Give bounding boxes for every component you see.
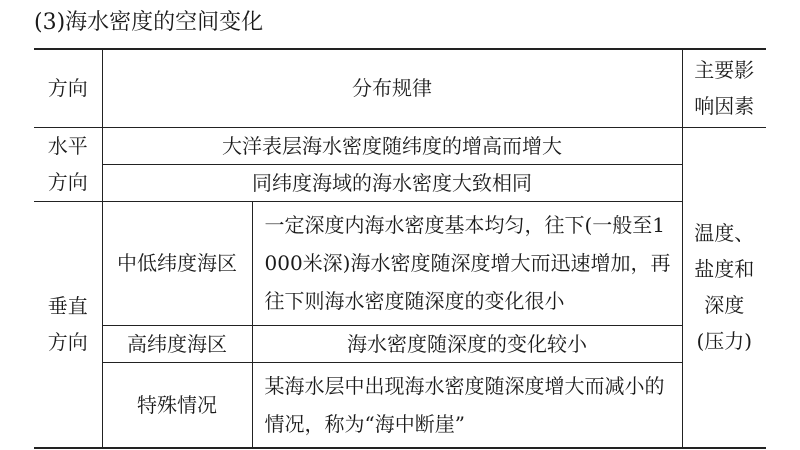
vertical-direction-label (34, 201, 102, 448)
table-row (34, 127, 766, 164)
desc-special-case: 某海水层中出现海水密度随深度增大而减小的情况，称为“海中断崖” (252, 362, 682, 448)
header-direction: 方向 (34, 49, 102, 127)
table-row (34, 325, 766, 362)
header-factors-line2: 响因素 (694, 94, 755, 119)
factors-cell (682, 127, 766, 448)
desc-mid-low-latitude: 一定深度内海水密度基本均匀，往下(一般至1 000米深)海水密度随深度增大而迅速增加，再往下则海水密度随深度的变化很小 (252, 201, 682, 325)
header-factors (682, 49, 766, 127)
horizontal-label-line1: 水平 (47, 134, 88, 158)
factors-line2: 盐度和 (694, 257, 755, 282)
table-row (34, 362, 766, 448)
horizontal-rule-1: 大洋表层海水密度随纬度的增高而增大 (102, 127, 682, 164)
table-row (34, 164, 766, 201)
factors-line4: (压力) (696, 329, 753, 354)
horizontal-label-line2: 方向 (47, 170, 88, 194)
region-mid-low-latitude: 中低纬度海区 (102, 201, 252, 325)
header-factors-line1: 主要影 (694, 58, 755, 83)
horizontal-direction-label (34, 127, 102, 201)
vertical-label-line2: 方向 (47, 330, 88, 355)
factors-line1: 温度、 (694, 221, 755, 246)
vertical-label-line1: 垂直 (47, 294, 88, 319)
region-high-latitude: 高纬度海区 (102, 325, 252, 362)
factors-line3: 深度 (704, 293, 745, 318)
desc-high-latitude: 海水密度随深度的变化较小 (252, 325, 682, 362)
table-header-row (34, 49, 766, 127)
section-heading: (3)海水密度的空间变化 (34, 10, 264, 35)
table-row (34, 201, 766, 325)
density-table (34, 48, 766, 449)
header-rule: 分布规律 (102, 49, 682, 127)
region-special-case: 特殊情况 (102, 362, 252, 448)
horizontal-rule-2: 同纬度海域的海水密度大致相同 (102, 164, 682, 201)
